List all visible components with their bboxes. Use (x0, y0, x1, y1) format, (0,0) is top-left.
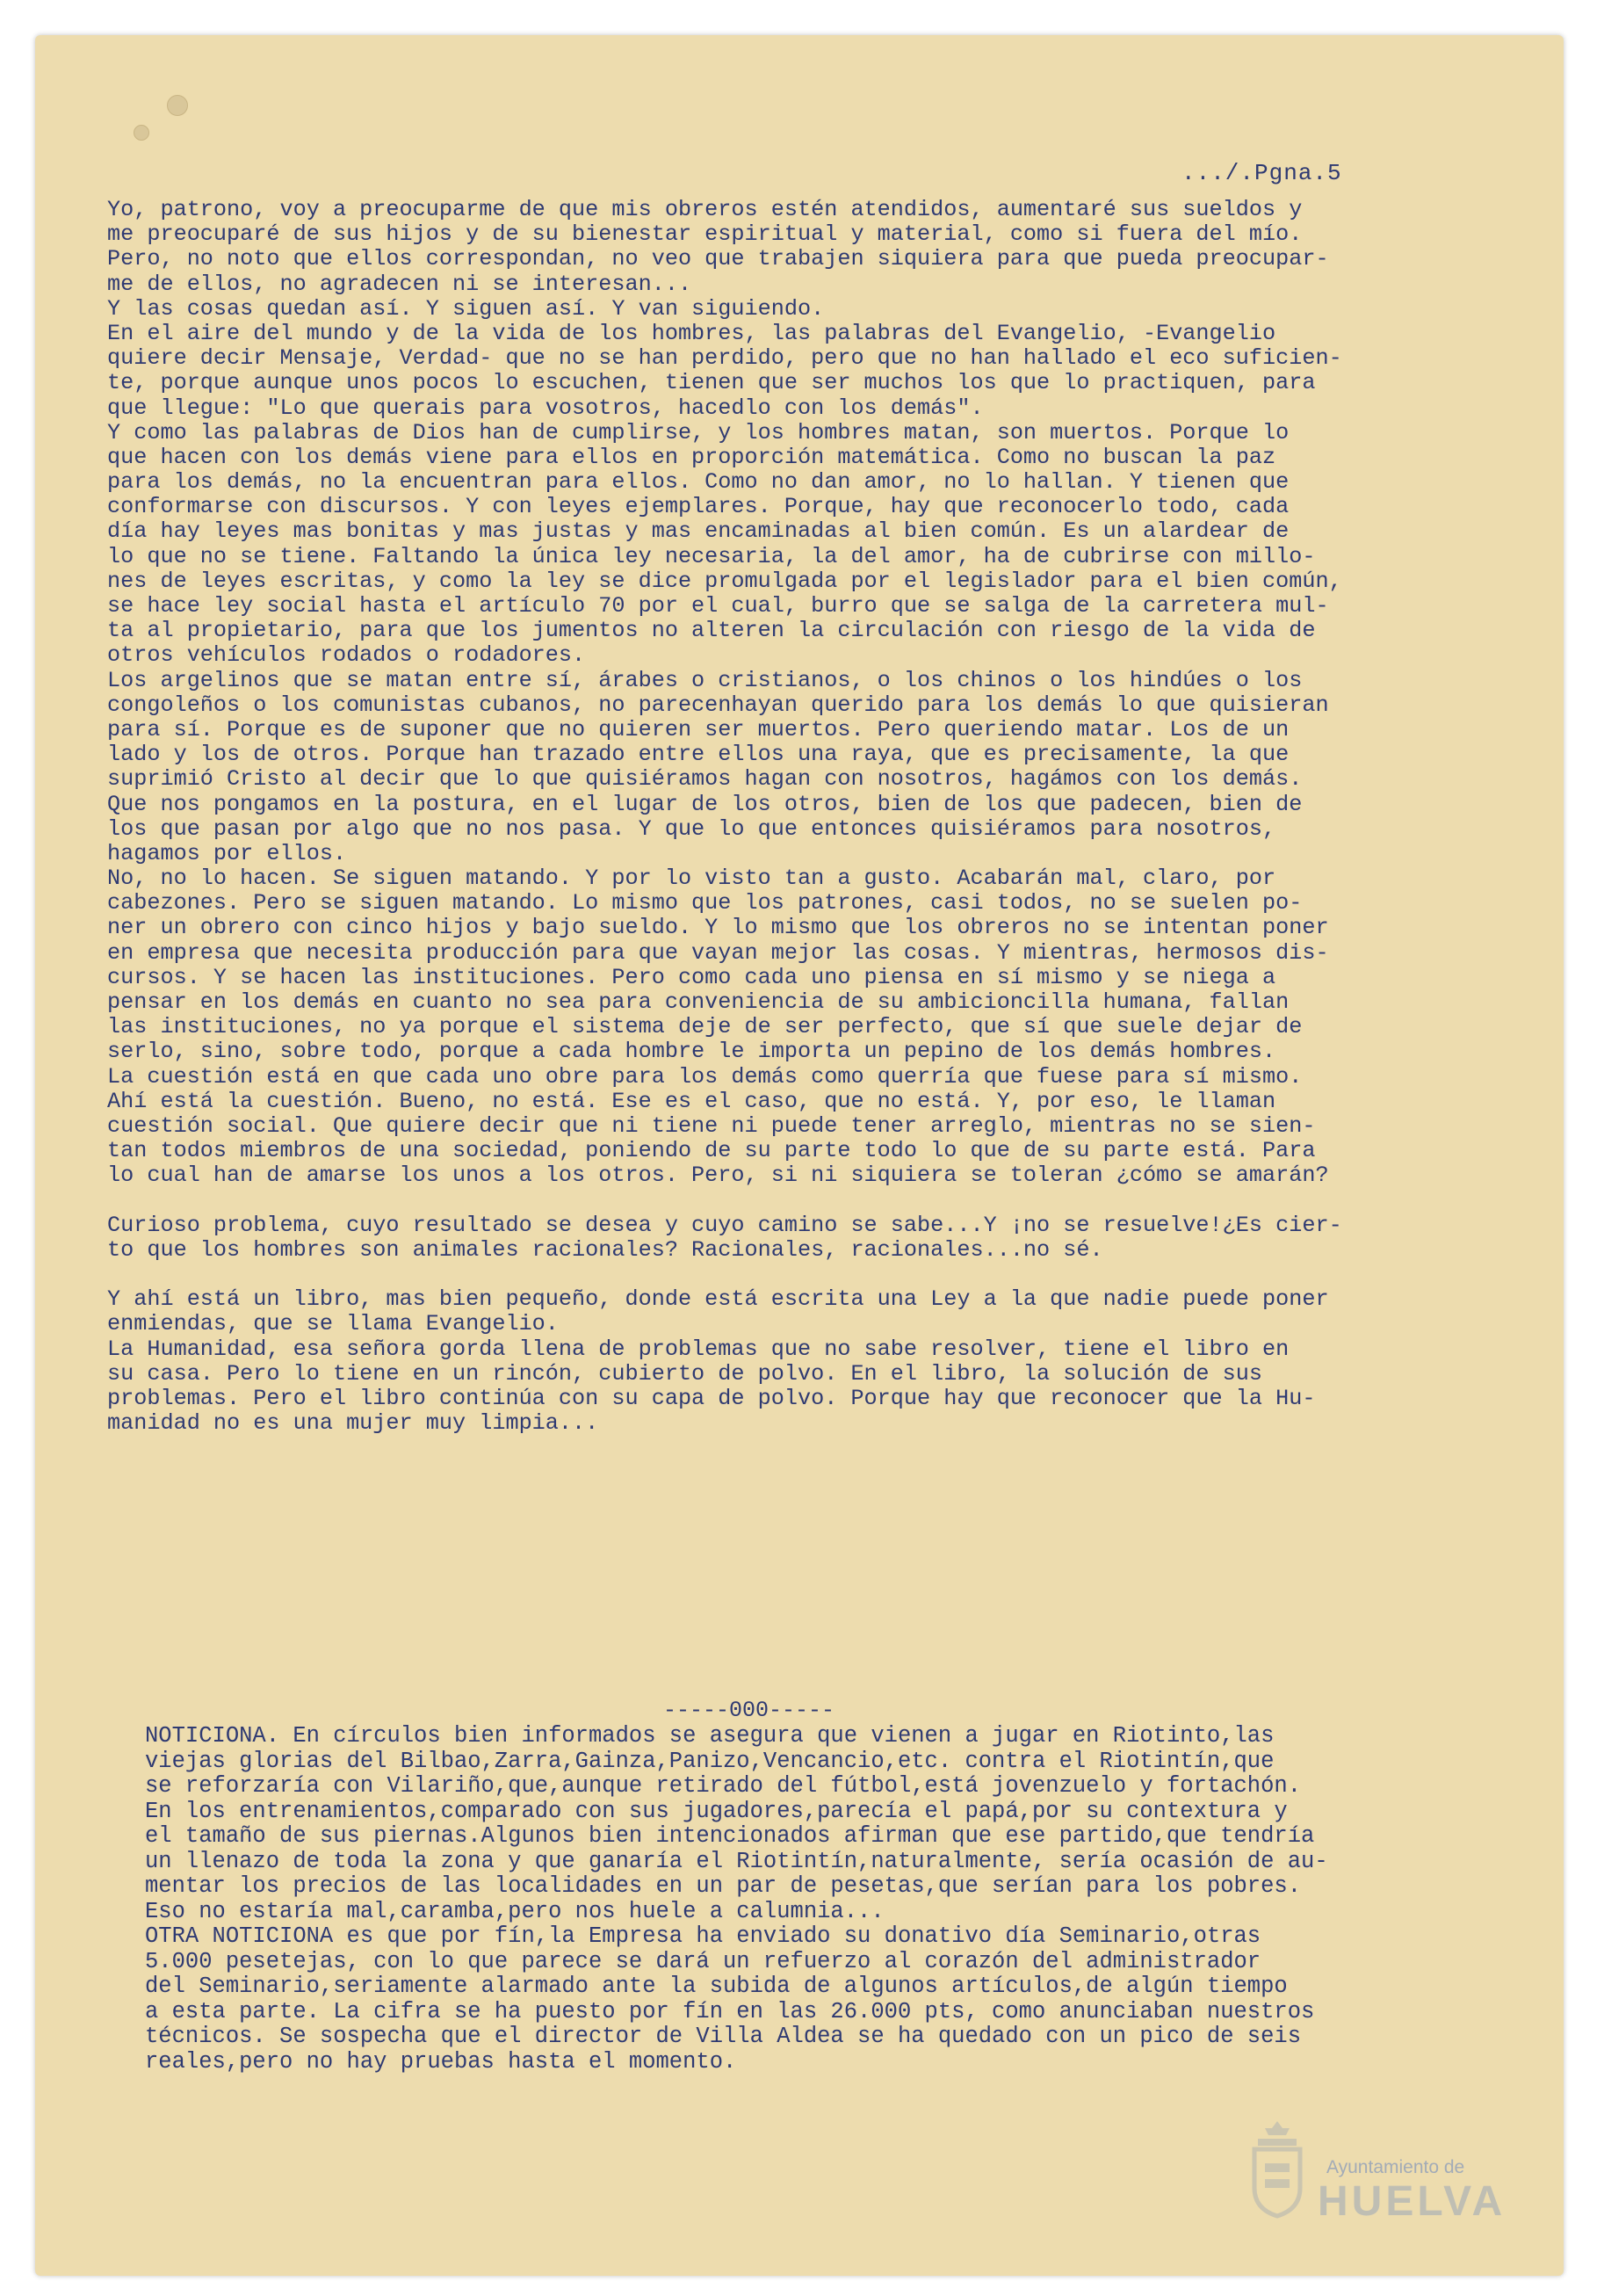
text-line: Eso no estaría mal,caramba,pero nos huele a calumnia... (145, 1898, 885, 1924)
news-notes (145, 1724, 1436, 2075)
text-line: La cuestión está en que cada uno obre para los demás como querría que fuese para sí mismo. (107, 1063, 1303, 1090)
text-line: día hay leyes mas bonitas y mas justas y mas encaminadas al bien común. Es un alardear de (107, 518, 1290, 545)
watermark-line2: HUELVA (1318, 2178, 1506, 2225)
text-line: técnicos. Se sospecha que el director de Villa Aldea se ha quedado con un pico de seis (145, 2024, 1302, 2049)
text-line: lo que no se tiene. Faltando la única ley necesaria, la del amor, ha de cubrirse con millo- (107, 543, 1316, 569)
text-line: Y como las palabras de Dios han de cumplirse, y los hombres matan, son muertos. Porque lo (107, 419, 1290, 445)
text-line: Que nos pongamos en la postura, en el lugar de los otros, bien de los que padecen, bien de (107, 791, 1303, 817)
text-line: reales,pero no hay pruebas hasta el momento. (145, 2048, 737, 2075)
text-line: que llegue: "Lo que querais para vosotros, hacedlo con los demás". (107, 395, 984, 421)
text-line: problemas. Pero el libro continúa con su capa de polvo. Porque hay que reconocer que la Hu- (107, 1386, 1316, 1411)
text-line: el tamaño de sus piernas.Algunos bien intencionados afirman que ese partido,que tendría (145, 1823, 1315, 1849)
watermark-line1: Ayuntamiento de (1326, 2157, 1465, 2177)
text-line: ta al propietario, para que los jumentos no alteren la circulación con riesgo de la vida de (107, 618, 1316, 644)
text-line: los que pasan por algo que no nos pasa. Y que lo que entonces quisiéramos para nosotros, (107, 815, 1276, 842)
text-line: En los entrenamientos,comparado con sus jugadores,parecía el papá,por su contextura y (145, 1798, 1288, 1824)
text-line: congoleños o los comunistas cubanos, no parecenhayan querido para los demás lo que quisieran (107, 692, 1329, 718)
text-line: cabezones. Pero se siguen matando. Lo mismo que los patrones, casi todos, no se suelen po- (107, 890, 1303, 916)
text-line: Curioso problema, cuyo resultado se desea y cuyo camino se sabe...Y ¡no se resuelve!¿Es cier- (107, 1212, 1342, 1238)
section-divider: -----000----- (663, 1698, 835, 1723)
text-line: otros vehículos rodados o rodadores. (107, 642, 586, 669)
text-line: cursos. Y se hacen las instituciones. Pero como cada uno piensa en sí mismo y se niega a (107, 964, 1276, 990)
text-line: viejas glorias del Bilbao,Zarra,Gainza,Panizo,Vencancio,etc. contra el Riotintín,que (145, 1748, 1275, 1774)
text-line: serlo, sino, sobre todo, porque a cada hombre le importa un pepino de los demás hombres. (107, 1039, 1276, 1065)
page-number: .../.Pgna.5 (1181, 160, 1342, 186)
text-line: su casa. Pero lo tiene en un rincón, cubierto de polvo. En el libro, la solución de sus (107, 1360, 1263, 1387)
text-line: me de ellos, no agradecen ni se interesan... (107, 271, 692, 297)
text-line: quiere decir Mensaje, Verdad- que no se han perdido, pero que no han hallado el eco suficien- (107, 345, 1342, 372)
text-line: se reforzaría con Vilariño,que,aunque retirado del fútbol,está jovenzuelo y fortachón. (145, 1773, 1302, 1799)
text-line: un llenazo de toda la zona y que ganaría el Riotintín,naturalmente, sería ocasión de au- (145, 1848, 1328, 1874)
body-text (107, 198, 1434, 1436)
text-line: ner un obrero con cinco hijos y bajo sueldo. Y lo mismo que los obreros no se intentan poner (107, 915, 1329, 941)
text-line: pensar en los demás en cuanto no sea para conveniencia de su ambicioncilla humana, fallan (107, 989, 1290, 1015)
text-line: nes de leyes escritas, y como la ley se dice promulgada por el legislador para el bien común, (107, 568, 1342, 594)
text-line: en empresa que necesita producción para que vayan mejor las cosas. Y mientras, hermosos dis- (107, 939, 1329, 966)
text-line: cuestión social. Que quiere decir que ni tiene ni puede tener arreglo, mientras no se sien- (107, 1112, 1316, 1139)
text-line: Los argelinos que se matan entre sí, árabes o cristianos, o los chinos o los hindúes o los (107, 667, 1303, 693)
text-line: las instituciones, no ya porque el sistema deje de ser perfecto, que sí que suele dejar de (107, 1014, 1303, 1040)
text-line: hagamos por ellos. (107, 840, 347, 866)
text-line: que hacen con los demás viene para ellos en proporción matemática. Como no buscan la paz (107, 444, 1276, 470)
text-line: manidad no es una mujer muy limpia... (107, 1410, 599, 1437)
text-line: se hace ley social hasta el artículo 70 por el cual, burro que se salga de la carretera mul- (107, 593, 1329, 619)
text-line: Y las cosas quedan así. Y siguen así. Y van siguiendo. (107, 295, 825, 322)
text-line: mentar los precios de las localidades en un par de pesetas,que serían para los pobres. (145, 1873, 1302, 1899)
text-line: del Seminario,seriamente alarmado ante la subida de algunos artículos,de algún tiempo (145, 1974, 1288, 1999)
text-line (107, 1189, 1434, 1213)
text-line: me preocuparé de sus hijos y de su bienestar espiritual y material, como si fuera del mío. (107, 221, 1303, 248)
city-crest-icon (1246, 2118, 1309, 2220)
punch-hole (134, 125, 149, 141)
text-line: Pero, no noto que ellos correspondan, no veo que trabajen siquiera para que pueda preocupar- (107, 246, 1329, 272)
text-line (107, 1263, 1434, 1287)
text-line: Y ahí está un libro, mas bien pequeño, donde está escrita una Ley a la que nadie puede poner (107, 1286, 1329, 1313)
text-line: No, no lo hacen. Se siguen matando. Y por lo visto tan a gusto. Acabarán mal, claro, por (107, 866, 1276, 892)
text-line: suprimió Cristo al decir que lo que quisiéramos hagan con nosotros, hagámos con los demás. (107, 766, 1303, 793)
text-line: conformarse con discursos. Y con leyes ejemplares. Porque, hay que reconocerlo todo, cada (107, 494, 1290, 520)
text-line: tan todos miembros de una sociedad, poniendo de su parte todo lo que de su parte está. Para (107, 1138, 1316, 1164)
text-line: OTRA NOTICIONA es que por fín,la Empresa ha enviado su donativo día Seminario,otras (145, 1923, 1261, 1949)
text-line: to que los hombres son animales racionales? Racionales, racionales...no sé. (107, 1236, 1103, 1263)
text-line: a esta parte. La cifra se ha puesto por fín en las 26.000 pts, como anunciaban nuestros (145, 1998, 1315, 2024)
text-line: 5.000 pesetejas, con lo que parece se dará un refuerzo al corazón del administrador (145, 1948, 1261, 1974)
text-line: NOTICIONA. En círculos bien informados se asegura que vienen a jugar en Riotinto,las (145, 1723, 1275, 1749)
text-line: te, porque aunque unos pocos lo escuchen, tienen que ser muchos los que lo practiquen, para (107, 370, 1316, 396)
text-line: enmiendas, que se llama Evangelio. (107, 1311, 559, 1337)
punch-hole (167, 95, 188, 116)
text-line: lo cual han de amarse los unos a los otros. Pero, si ni siquiera se toleran ¿cómo se amarán? (107, 1162, 1329, 1189)
text-line: Yo, patrono, voy a preocuparme de que mis obreros estén atendidos, aumentaré sus sueldos y (107, 197, 1303, 222)
text-line: para los demás, no la encuentran para ellos. Como no dan amor, no lo hallan. Y tienen que (107, 469, 1290, 496)
text-line: lado y los de otros. Porque han trazado entre ellos una raya, que es precisamente, la que (107, 742, 1290, 768)
text-line: La Humanidad, esa señora gorda llena de problemas que no sabe resolver, tiene el libro en (107, 1336, 1290, 1362)
text-line: Ahí está la cuestión. Bueno, no está. Ese es el caso, que no está. Y, por eso, le llaman (107, 1088, 1276, 1114)
text-line: En el aire del mundo y de la vida de los hombres, las palabras del Evangelio, -Evangelio (107, 320, 1276, 346)
text-line: para sí. Porque es de suponer que no quieren ser muertos. Pero queriendo matar. Los de un (107, 716, 1290, 742)
